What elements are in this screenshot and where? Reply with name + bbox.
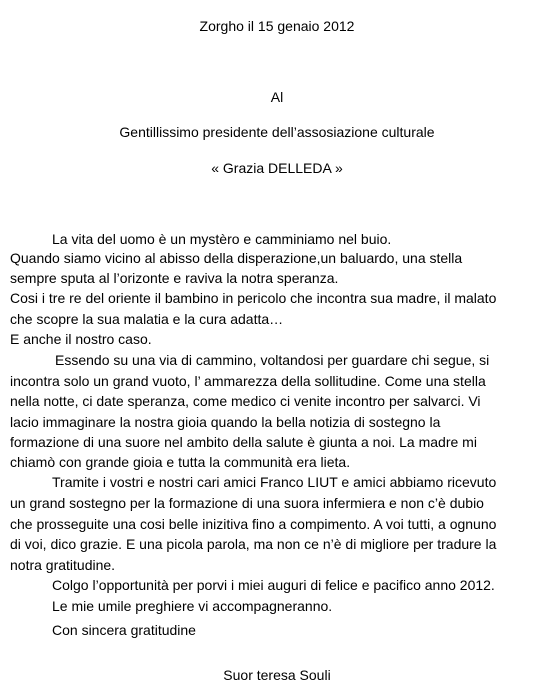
closing-line: Con sincera gratitudine (52, 622, 196, 638)
body-line: incontra solo un grand vuoto, l’ ammarezza della sollitudine. Come una stella (10, 373, 486, 389)
body-line: notra gratitudine. (10, 557, 116, 573)
body-line: sempre sputa al l’orizonte e raviva la notra speranza. (10, 270, 339, 286)
body-line: La vita del uomo è un mystèro e camminiamo nel buio. (52, 231, 392, 247)
body-line: nella notte, ci date speranza, come medico ci venite incontro per salvarci. Vi (10, 393, 481, 409)
body-line: Tramite i vostri e nostri cari amici Franco LIUT e amici abbiamo ricevuto (52, 474, 497, 490)
body-line: Essendo su una via di cammino, voltandosi per guardare chi segue, si (55, 352, 490, 368)
association-name: « Grazia DELLEDA » (211, 160, 343, 176)
body-line: Colgo l’opportunità per porvi i miei auguri di felice e pacifico anno 2012. (52, 577, 495, 593)
body-line: E anche il nostro caso. (10, 331, 152, 347)
body-line: Le mie umile preghiere vi accompagneranno. (52, 598, 333, 614)
body-line: che scopre la sua malatia e la cura adatta… (10, 311, 284, 327)
body-line: lacio immaginare la nostra gioia quando la bella notizia di sostegno la (10, 414, 441, 430)
body-line: di voi, dico grazie. E una picola parola, ma non ce n’è di migliore per tradure la (10, 536, 497, 552)
body-line: un grand sostegno per la formazione di una suora infermiera e non c’è dubio (10, 495, 484, 511)
body-line: Cosi i tre re del oriente il bambino in pericolo che incontra sua madre, il malato (10, 290, 497, 306)
body-line: chiamò con grande gioia e tutta la communità era lieta. (10, 454, 351, 470)
body-line: formazione di una suore nel ambito della salute è giunta a noi. La madre mi (10, 434, 477, 450)
date-line: Zorgho il 15 genaio 2012 (199, 18, 355, 34)
recipient-prefix: Al (270, 89, 284, 105)
body-line: che prosseguite una cosi belle inizitiva fino a compimento. A voi tutti, a ognuno (10, 516, 497, 532)
recipient-line: Gentillissimo presidente dell’assosiazione culturale (119, 124, 435, 140)
body-line: Quando siamo vicino al abisso della disperazione,un baluardo, una stella (10, 250, 463, 266)
signature: Suor teresa Souli (223, 667, 331, 683)
